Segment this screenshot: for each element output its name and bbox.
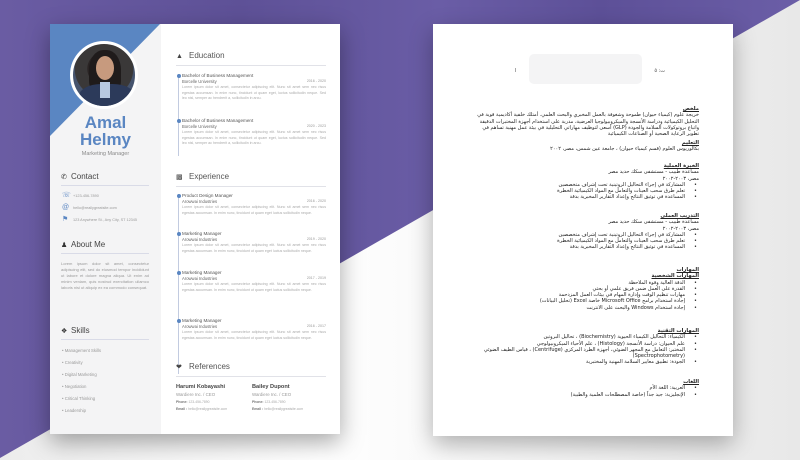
contact-phone — [62, 192, 99, 199]
skill-label: Critical Thinking — [64, 396, 96, 401]
reference-card — [176, 384, 246, 411]
entry-subline — [182, 199, 326, 204]
photo-face — [96, 56, 114, 80]
entry-description: Lorem ipsum dolor sit amet, consectetur adipiscing elit. Nunc sit amet sem nec risus egestas accumsan. In enim nunc, tincidunt ut quam eget luctus sollicitudin neque. — [182, 243, 326, 253]
experience-entry — [182, 318, 326, 341]
reference-phone — [176, 400, 246, 404]
job-title: Marketing Manager — [81, 151, 130, 157]
skill-label: Digital Marketing — [64, 372, 97, 377]
skills-heading — [61, 326, 149, 340]
entry-subline — [182, 124, 326, 129]
resume-template-preview — [50, 24, 340, 434]
experience-heading — [176, 172, 326, 187]
technical-skills-list — [469, 334, 699, 365]
handshake-icon: ❤ — [176, 364, 182, 371]
languages-heading: اللغات — [683, 379, 699, 385]
summary-section — [469, 106, 699, 137]
briefcase-icon: ▩ — [176, 174, 183, 181]
contact-heading-label: Contact — [71, 172, 99, 181]
technical-skill-item: • المختبر: التعامل مع المجهر الضوئي، أجهزة الطرد المركزي (Centrifuge) ، قياس الطيف الضوئي (Spectrophotometry) — [469, 347, 699, 360]
entry-title: Marketing Manager — [182, 270, 222, 275]
photo-shirt — [100, 82, 110, 98]
email-value: hello@reallygreatsite.com — [264, 407, 304, 411]
contact-address — [62, 216, 137, 223]
about-text: Lorem ipsum dolor sit amet, consectetur adipiscing elit, sed do eiusmod tempor incididunt ut labore et dolore magna aliqua. Ut enim ad minim veniam, quis nostrud exercitation ullamco laboris nisi ut aliquip ex ea commodo consequat. — [61, 261, 149, 291]
technical-skill-item: • الجودة: تطبيق معايير السلامة المهنية والمختبرية — [469, 359, 699, 365]
entry-dates: 2020 - 2023 — [306, 124, 326, 128]
last-name: Helmy — [79, 130, 132, 149]
email-icon: @ — [62, 204, 70, 211]
summary-text: خريجة علوم (كيمياء حيوان) طموحة وشغوفة بالعمل المخبري والبحث العلمي. أمتلك خلفية أكاديمية قوية في التحليل الكيميائية ودراسة الأنسجة والميكروبيولوجيا العرضية، مدربة على استخدام أجهزة المختبرات الدقيقة واتباع بروتوكولات السلامة والجودة (GLP) أسعى لتوظيف مهاراتي التحليلية في بيئة عمل مهنية تساهم في تطوير الرعاية الصحية أو الصناعات الكيميائية — [477, 112, 699, 138]
timeline-dot — [177, 232, 181, 236]
summary-heading: ملخص — [682, 106, 699, 112]
experience-list — [469, 182, 699, 201]
entry-dates: 2016 - 2020 — [306, 79, 326, 83]
entry-dates: 2016 - 2017 — [306, 324, 326, 328]
phone-label: Phone: — [176, 400, 188, 404]
reference-card — [252, 384, 322, 411]
about-heading-label: About Me — [71, 240, 106, 249]
reference-email — [252, 407, 322, 411]
experience-timeline — [178, 194, 179, 374]
references-heading-label: References — [189, 362, 230, 371]
skill-label: Negotiation — [64, 384, 87, 389]
entry-title: Marketing Manager — [182, 318, 222, 323]
timeline-dot — [177, 319, 181, 323]
skill-label: Management Skills — [64, 348, 102, 353]
training-item: • تعلم طرق سحب العينات والتعامل مع المواد الكيميائية الخطرة — [469, 238, 699, 244]
phone-value: 123-456-7890 — [264, 400, 286, 404]
references-heading — [176, 362, 326, 377]
education-section — [469, 140, 699, 153]
phone-label: Phone: — [252, 400, 264, 404]
entry-description: Lorem ipsum dolor sit amet, consectetur adipiscing elit. Nunc sit amet sem nec risus egestas accumsan. In enim nunc, tincidunt ut quam eget luctus sollicitudin neque. — [182, 205, 326, 215]
reference-email — [176, 407, 246, 411]
profile-photo — [70, 41, 138, 109]
experience-heading-label: Experience — [189, 172, 230, 181]
experience-section — [469, 163, 699, 201]
entry-title: Bachelor of Business Management — [182, 118, 254, 123]
header-mark: ا — [515, 68, 517, 74]
entry-subline — [182, 79, 326, 84]
entry-dates: 2016 - 2020 — [306, 199, 326, 203]
reference-name: Harumi Kobayashi — [176, 384, 226, 390]
training-heading: التدريب العملي — [660, 213, 699, 219]
phone-value: 123-456-7890 — [188, 400, 210, 404]
skill-item: • Critical Thinking — [62, 396, 96, 401]
experience-entry — [182, 193, 326, 216]
training-section — [469, 213, 699, 251]
entry-title: Bachelor of Business Management — [182, 73, 254, 78]
language-item: • الإنجليزية: جيد جداً (خاصة المصطلحات العلمية والطبية) — [469, 392, 699, 398]
languages-section — [469, 379, 699, 398]
experience-item: • المساعدة في توثيق النتائج وإعداد التقارير المخبرية بدقة — [469, 194, 699, 200]
training-list — [469, 232, 699, 251]
entry-org: Arowwai Industries — [182, 324, 218, 329]
timeline-dot — [177, 271, 181, 275]
technical-skill-item: • علم الحيوان: دراسة الأنسجة (Histology) ، علم الأحياء الميكروبيولوجي — [469, 341, 699, 347]
personal-skill-item: • إجادة استخدام برامج Microsoft Office خاصة Excel (تحليل البيانات) — [469, 298, 699, 304]
entry-title: Product Design Manager — [182, 193, 233, 198]
entry-subline — [182, 276, 326, 281]
skills-heading-label: Skills — [71, 326, 90, 335]
entry-description: Lorem ipsum dolor sit amet, consectetur adipiscing elit. Nunc sit amet sem nec risus egestas accumsan. In enim nunc, tincidunt ut quam eget luctus sollicitudin neque. — [182, 282, 326, 292]
email-label: Email : — [252, 407, 264, 411]
entry-description: Lorem ipsum dolor sit amet, consectetur adipiscing elit. Nunc sit amet sem nec risus egestas accumsan. In enim nunc, tincidunt ut quam eget luctus sollicitudin neque. — [182, 330, 326, 340]
entry-subline — [182, 324, 326, 329]
skills-section — [469, 267, 699, 311]
technical-skills-heading: المهارات التقنية — [657, 328, 699, 334]
dumbbell-icon: ❖ — [61, 328, 68, 335]
experience-item: • تعلم طرق سحب العينات والتعامل مع المواد الكيميائية الخطرة — [469, 188, 699, 194]
experience-org: مساعدة طبيب - مستشفى سكك حديد مصر — [608, 169, 699, 176]
education-entry — [182, 118, 326, 147]
skill-label: Creativity — [64, 360, 83, 365]
entry-org: Arowwai Industries — [182, 237, 218, 242]
contact-address-text: 123 Anywhere St., Any City, ST 12345 — [73, 217, 138, 222]
entry-org: Borcelle University — [182, 79, 217, 84]
education-text: بكالوريوس العلوم (قسم كيمياء حيوان) ، جامعة عين شمس، مصر، ٢٠٠٢ — [550, 146, 699, 153]
technical-skill-item: • الكيمياء: التحاليل الكيمياء الحيوية (Biochemistry) ، تحاليل البروتين — [469, 334, 699, 340]
education-heading — [176, 51, 326, 66]
skill-item: • Creativity — [62, 360, 83, 365]
phone-icon: ✆ — [61, 174, 67, 181]
personal-skills-list — [469, 280, 699, 311]
training-item: • المساعدة في توثيق النتائج وإعداد التقارير المخبرية بدقة — [469, 244, 699, 250]
timeline-dot — [177, 194, 181, 198]
education-heading-label: Education — [189, 51, 225, 60]
language-item: • العربية: اللغة الأم — [469, 385, 699, 391]
reference-name: Bailey Dupont — [252, 384, 290, 390]
experience-entry — [182, 270, 326, 293]
about-heading — [61, 240, 149, 254]
entry-title: Marketing Manager — [182, 231, 222, 236]
user-icon: ♟ — [61, 242, 68, 249]
personal-skill-item: • إجادة استخدام Windows والبحث على الانترنت — [469, 305, 699, 311]
timeline-dot — [177, 74, 181, 78]
contact-email — [62, 204, 117, 211]
experience-dates: مصر، ٢٠٠٣-٢٠٠٢ — [662, 175, 699, 182]
technical-skills-section — [469, 328, 699, 366]
phone-icon: ☏ — [62, 192, 71, 199]
skill-item: • Digital Marketing — [62, 372, 97, 377]
reference-phone — [252, 400, 322, 404]
entry-org: Arowwai Industries — [182, 199, 218, 204]
education-timeline — [178, 74, 179, 156]
training-dates: مصر، ٢٠٠٣-٢٠٠٢ — [662, 225, 699, 232]
timeline-dot — [177, 119, 181, 123]
entry-org: Borcelle University — [182, 124, 217, 129]
experience-item: • المشاركة في إجراء التحاليل الروتينية تحت إشراف متخصصين — [469, 182, 699, 188]
graduation-cap-icon: ▲ — [176, 53, 183, 60]
education-entry — [182, 73, 326, 102]
training-org: مساعدة طبيب - مستشفى سكك حديد مصر — [608, 219, 699, 226]
reference-company: Wardiere Inc. / CEO — [252, 392, 292, 397]
reference-company: Wardiere Inc. / CEO — [176, 392, 216, 397]
personal-skill-item: • مهارات تنظيم الوقت وإدارة المهام في بيئات العمل المزدحمة — [469, 292, 699, 298]
personal-skill-item: • الدقة العالية وقوة الملاحظة — [469, 280, 699, 286]
languages-list — [469, 385, 699, 398]
contact-email-text: hello@reallygreatsite.com — [73, 205, 117, 210]
contact-phone-text: +123-456-7890 — [73, 193, 99, 198]
entry-subline — [182, 237, 326, 242]
skill-item: • Leadership — [62, 408, 86, 413]
personal-skills-heading: المهارات الشخصية — [651, 273, 699, 280]
entry-dates: 2017 - 2019 — [306, 276, 326, 280]
skills-heading: المهارات — [676, 267, 699, 273]
entry-description: Lorem ipsum dolor sit amet, consectetur adipiscing elit. Nunc sit amet sem nec risus egestas accumsan. In enim nunc, tincidunt ut quam eget, luctus sollicitudin neque. Sed leo nisl, semper ac hendrerit a, sollicitudin in arcu. — [182, 85, 326, 101]
entry-org: Arowwai Industries — [182, 276, 218, 281]
education-heading: التعليم — [681, 140, 699, 146]
redacted-contact-box — [529, 54, 642, 84]
email-label: Email : — [176, 407, 188, 411]
training-item: • المشاركة في إجراء التحاليل الروتينية تحت إشراف متخصصين — [469, 232, 699, 238]
header-phone-label: ت: ٥ — [654, 68, 665, 74]
personal-skill-item: • القدرة على العمل ضمن فريق علمي أو بحثي — [469, 286, 699, 292]
contact-heading — [61, 172, 149, 186]
skill-item: • Negotiation — [62, 384, 87, 389]
experience-entry — [182, 231, 326, 254]
experience-heading: الخبرة العملية — [663, 163, 699, 169]
skill-item: • Management Skills — [62, 348, 102, 353]
entry-dates: 2019 - 2020 — [306, 237, 326, 241]
arabic-resume-document — [433, 24, 733, 436]
entry-description: Lorem ipsum dolor sit amet, consectetur adipiscing elit. Nunc sit amet sem nec risus egestas accumsan. In enim nunc, tincidunt ut quam eget, luctus sollicitudin neque. Sed leo nisl, semper ac hendrerit a, sollicitudin in arcu. — [182, 130, 326, 146]
skill-label: Leadership — [64, 408, 86, 413]
email-value: hello@reallygreatsite.com — [188, 407, 228, 411]
location-icon: ⚑ — [62, 216, 69, 223]
resume-main-column — [176, 24, 326, 434]
first-name: Amal — [84, 113, 127, 132]
